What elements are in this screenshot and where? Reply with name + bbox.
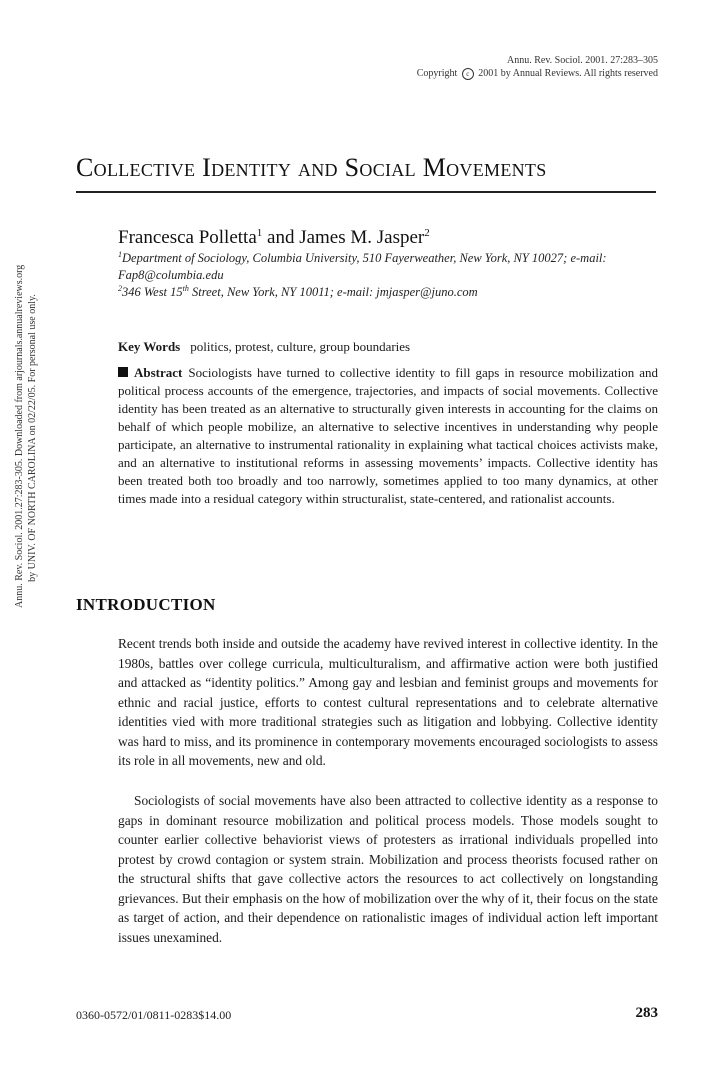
keywords — [118, 338, 410, 356]
copyright-text: 2001 by Annual Reviews. All rights reserved — [478, 68, 658, 79]
affiliation-1 — [118, 250, 658, 284]
keywords-text: politics, protest, culture, group boundaries — [190, 339, 411, 354]
square-bullet-icon — [118, 367, 128, 377]
affiliation-1-text: Department of Sociology, Columbia University, 510 Fayerweather, New York, NY 10027; e-mail: Fap8@columbia.edu — [118, 251, 607, 282]
download-notice-line-1: Annu. Rev. Sociol. 2001.27:283-305. Downloaded from arjournals.annualreviews.org — [14, 264, 25, 608]
journal-line: Annu. Rev. Sociol. 2001. 27:283–305 — [506, 55, 658, 66]
abstract-text: Sociologists have turned to collective identity to fill gaps in resource mobilization and political process accounts of the emergence, trajectories, and impacts of social movements. Collective identity has been treated as an alternative to structurally given interests in accounting for the claims on behalf of which people mobilize, an alternative to selective incentives in understanding why people participate, an alternative to instrumental rationality in explaining what tactical choices activists make, and an alternative to institutional reforms in assessing movements’ impacts. Collective identity has been treated both too broadly and too narrowly, sometimes applied to too many dynamics, at other times made into a residual category within structuralist, state-centered, and rationalist accounts. — [118, 365, 658, 506]
footer-code: 0360-0572/01/0811-0283$14.00 — [76, 1008, 232, 1022]
author-2-marker: 2 — [424, 227, 430, 239]
copyright-line — [417, 67, 658, 80]
author-conjunction: and — [267, 227, 295, 248]
keywords-label: Key Words — [118, 339, 181, 354]
affiliation-2-ordinal: th — [182, 284, 189, 293]
copyright-icon: c — [462, 68, 474, 80]
copyright-label: Copyright — [416, 68, 458, 79]
download-notice-line-2: by UNIV. OF NORTH CAROLINA on 02/22/05. For personal use only. — [26, 294, 38, 582]
affiliation-2 — [118, 284, 658, 301]
author-line — [118, 226, 430, 250]
abstract — [118, 364, 658, 508]
page-number: 283 — [635, 1005, 658, 1021]
abstract-label: Abstract — [134, 365, 183, 380]
intro-paragraph-1: Recent trends both inside and outside the academy have revived interest in collective identity. In the 1980s, battles over college curricula, multiculturalism, and affirmative action were both justified and attacked as “identity politics.” Among gay and lesbian and feminist groups and movements for ethnic and racial justice, efforts to contest cultural representations and to celebrate alternative identities vied with more traditional strategies such as litigation and lobbying. Collective identity was hard to miss, and its prominence in contemporary movements encouraged sociologists to assess its role in all movements, new and old. — [118, 636, 658, 768]
affiliation-2-text: Street, New York, NY 10011; e-mail: jmjasper@juno.com — [188, 285, 478, 299]
intro-paragraph-2: Sociologists of social movements have also been attracted to collective identity as a response to gaps in dominant resource mobilization and political process models. Those models sought to counter earlier collective behaviorist views of protesters as irrational individuals propelled into protest by crowd contagion or system strain. Mobilization and process theorists focused rather on the structural shifts that gave collective actors the resources to act collectively on longstanding grievances. But their emphasis on the how of mobilization over the why of it, their focus on the state as target of action, and their dependence on rationalistic images of individual action left important issues unexamined. — [118, 793, 658, 945]
article-title: Collective Identity and Social Movements — [76, 153, 547, 182]
author-1-marker: 1 — [256, 227, 263, 239]
title-rule — [76, 191, 656, 193]
affiliation-2-number: 346 West 15 — [122, 285, 183, 299]
affiliation-2-marker: 2 — [118, 284, 122, 293]
author-2: James M. Jasper — [299, 227, 425, 248]
section-heading-introduction: INTRODUCTION — [76, 595, 216, 614]
journal-citation — [417, 54, 658, 80]
author-1: Francesca Polletta — [118, 227, 257, 248]
affiliation-1-marker: 1 — [118, 250, 122, 259]
download-notice — [14, 264, 39, 608]
